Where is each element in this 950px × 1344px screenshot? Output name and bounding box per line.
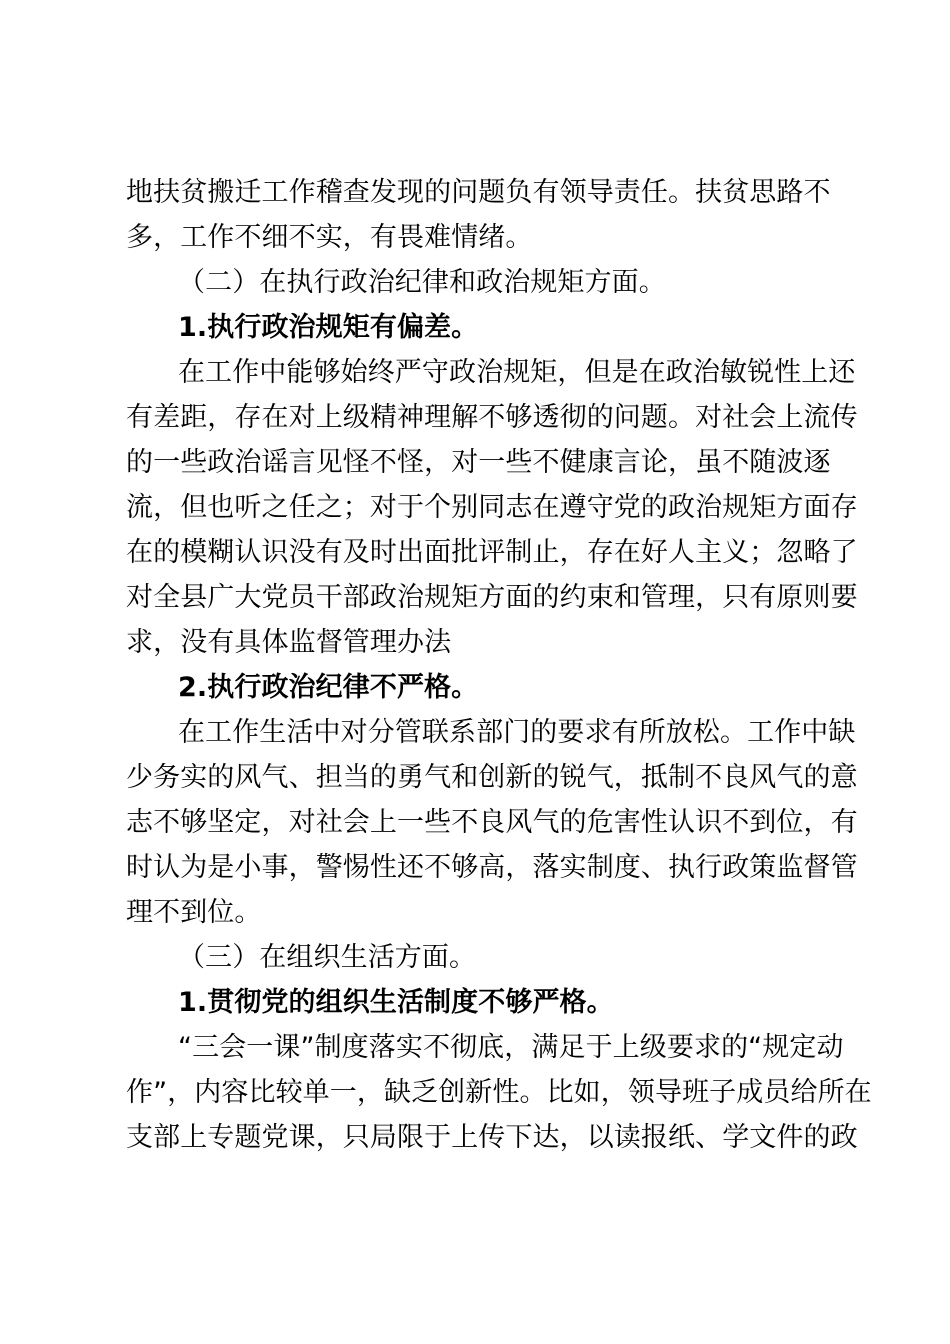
body-text-line: 作”，内容比较单一，缺乏创新性。比如，领导班子成员给所在 [126, 1077, 872, 1108]
body-text-line: 时认为是小事，警惕性还不够高，落实制度、执行政策监督管 [126, 852, 858, 883]
body-text-line: 在的模糊认识没有及时出面批评制止，存在好人主义；忽略了 [126, 537, 858, 568]
body-text-line: 支部上专题党课，只局限于上传下达，以读报纸、学文件的政 [126, 1122, 858, 1153]
body-text-line: 的一些政治谣言见怪不怪，对一些不健康言论，虽不随波逐 [126, 447, 831, 478]
body-text-line: 理不到位。 [126, 897, 262, 928]
body-text-line: 多，工作不细不实，有畏难情绪。 [126, 222, 533, 253]
body-text-line: 地扶贫搬迁工作稽查发现的问题负有领导责任。扶贫思路不 [126, 177, 831, 208]
body-text-line: 少务实的风气、担当的勇气和创新的锐气，抵制不良风气的意 [126, 762, 858, 793]
section-heading: （三）在组织生活方面。 [178, 942, 477, 973]
body-text-line: 志不够坚定，对社会上一些不良风气的危害性认识不到位，有 [126, 807, 858, 838]
body-text-line: 在工作生活中对分管联系部门的要求有所放松。工作中缺 [178, 717, 856, 748]
body-text-line: 流，但也听之任之；对于个别同志在遵守党的政治规矩方面存 [126, 492, 858, 523]
body-text-line: 对全县广大党员干部政治规矩方面的约束和管理，只有原则要 [126, 582, 858, 613]
subsection-heading: 2.执行政治纪律不严格。 [178, 672, 479, 703]
body-text-line: 有差距，存在对上级精神理解不够透彻的问题。对社会上流传 [126, 402, 858, 433]
subsection-heading: 1.执行政治规矩有偏差。 [178, 312, 479, 343]
body-text-line: “三会一课”制度落实不彻底，满足于上级要求的“规定动 [178, 1032, 844, 1063]
body-text-line: 在工作中能够始终严守政治规矩，但是在政治敏锐性上还 [178, 357, 856, 388]
body-text-line: 求，没有具体监督管理办法 [126, 627, 452, 658]
subsection-heading: 1.贯彻党的组织生活制度不够严格。 [178, 987, 614, 1018]
section-heading: （二）在执行政治纪律和政治规矩方面。 [178, 267, 666, 298]
